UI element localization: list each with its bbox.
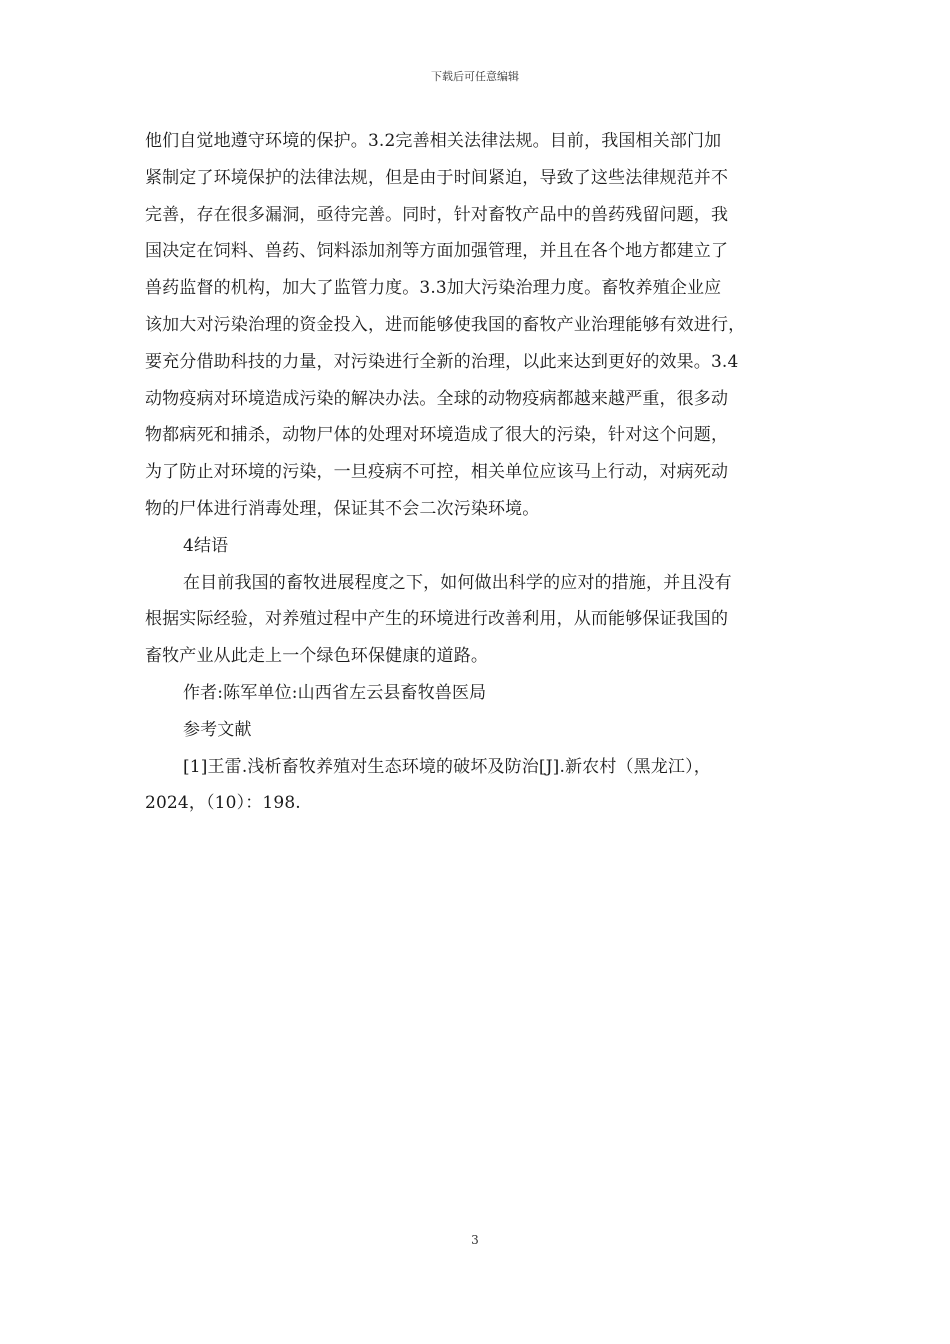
body-line: 物都病死和捕杀，动物尸体的处理对环境造成了很大的污染，针对这个问题， [145,425,729,446]
header-note: 下载后可任意编辑 [431,70,519,83]
page-number: 3 [471,1233,479,1247]
body-line: 要充分借助科技的力量，对污染进行全新的治理，以此来达到更好的效果。3.4 [145,351,739,372]
author-line: 作者:陈军单位:山西省左云县畜牧兽医局 [183,682,487,703]
references-heading: 参考文献 [183,719,252,740]
conclusion-line: 畜牧产业从此走上一个绿色环保健康的道路。 [145,646,488,667]
section-heading-conclusion: 4结语 [183,535,229,556]
conclusion-line: 根据实际经验，对养殖过程中产生的环境进行改善利用，从而能够保证我国的 [145,609,729,630]
body-line: 动物疫病对环境造成污染的解决办法。全球的动物疫病都越来越严重，很多动 [145,388,729,409]
body-line: 为了防止对环境的污染，一旦疫病不可控，相关单位应该马上行动，对病死动 [145,462,729,483]
body-line: 兽药监督的机构，加大了监管力度。3.3加大污染治理力度。畜牧养殖企业应 [145,278,722,299]
body-line: 该加大对污染治理的资金投入，进而能够使我国的畜牧产业治理能够有效进行， [145,314,746,335]
reference-line: [1]王雷.浅析畜牧养殖对生态环境的破坏及防治[J].新农村（黑龙江）， [183,756,711,777]
reference-line: 2024，（10）：198. [145,793,301,814]
body-line: 国决定在饲料、兽药、饲料添加剂等方面加强管理，并且在各个地方都建立了 [145,241,729,262]
conclusion-line: 在目前我国的畜牧进展程度之下，如何做出科学的应对的措施，并且没有 [183,572,732,593]
body-line: 物的尸体进行消毒处理，保证其不会二次污染环境。 [145,498,540,519]
body-line: 他们自觉地遵守环境的保护。3.2完善相关法律法规。目前，我国相关部门加 [145,131,722,151]
body-line: 完善，存在很多漏洞，亟待完善。同时，针对畜牧产品中的兽药残留问题，我 [145,204,729,225]
body-line: 紧制定了环境保护的法律法规，但是由于时间紧迫，导致了这些法律规范并不 [145,167,729,188]
document-body [145,123,825,822]
